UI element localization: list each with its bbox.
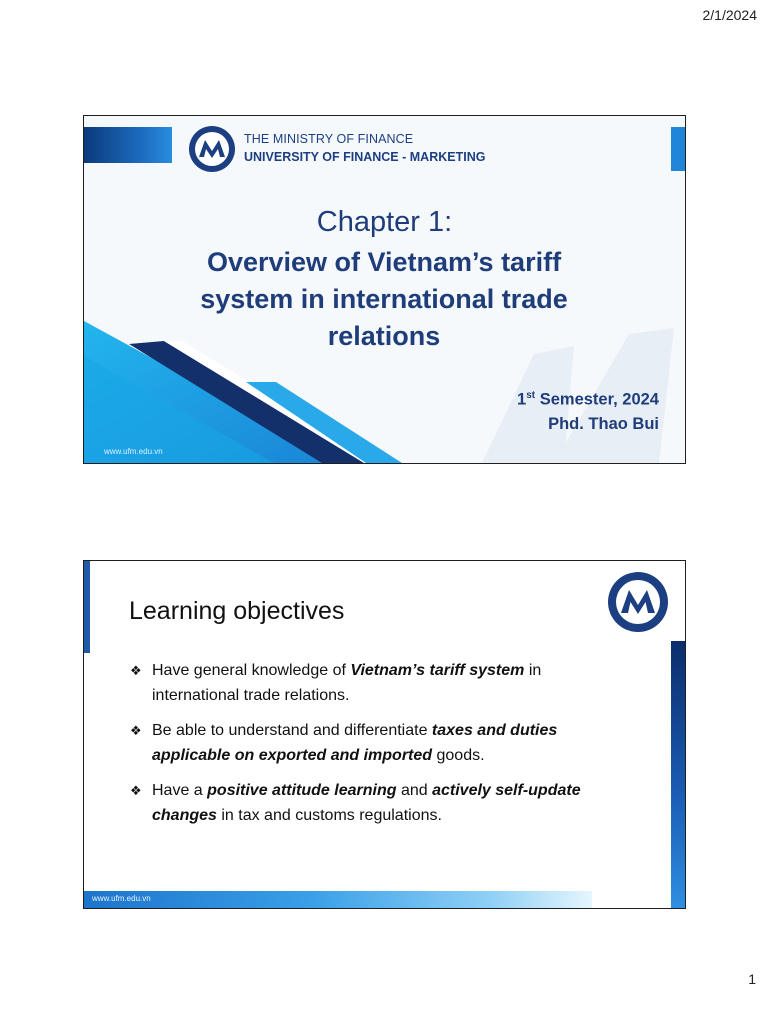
top-left-accent-bar: [84, 127, 172, 163]
list-item: [129, 778, 609, 828]
top-right-accent-bar: [671, 127, 685, 171]
diamond-bullet-icon: ❖: [130, 723, 142, 738]
ufm-logo-icon: [188, 125, 236, 173]
semester-label: [517, 390, 659, 410]
bullet-text: in international trade relations.: [152, 662, 542, 704]
bullet-text: Be able to understand and differentiate: [152, 722, 432, 739]
university-name: UNIVERSITY OF FINANCE - MARKETING: [244, 150, 486, 164]
ministry-name: THE MINISTRY OF FINANCE: [244, 132, 414, 146]
website-url: www.ufm.edu.vn: [104, 447, 163, 456]
bullet-text: Have a: [152, 782, 208, 799]
bullet-text: and: [396, 782, 433, 799]
semester-number: 1: [517, 390, 527, 409]
diamond-bullet-icon: ❖: [130, 783, 142, 798]
list-item: [129, 658, 609, 708]
chapter-label: Chapter 1:: [316, 206, 453, 238]
bullet-text: in tax and customs regulations.: [216, 807, 442, 824]
page-date: 2/1/2024: [702, 7, 757, 23]
list-item: [129, 718, 609, 768]
objectives-list: [129, 658, 609, 838]
ufm-logo-icon: [607, 571, 669, 633]
chapter-title: Overview of Vietnam’s tariff system in international trade relations: [200, 247, 568, 351]
bullet-text: Have general knowledge of: [152, 662, 351, 679]
website-url: www.ufm.edu.vn: [92, 894, 151, 903]
semester-superscript: st: [526, 390, 536, 401]
page-number: 1: [748, 971, 756, 987]
title-slide: [83, 115, 686, 464]
diamond-bullet-icon: ❖: [130, 663, 142, 678]
bullet-emphasis: actively self-update changes: [152, 782, 581, 824]
slide-heading: Learning objectives: [129, 597, 345, 625]
semester-text: Semester, 2024: [535, 390, 659, 409]
bullet-text: goods.: [432, 747, 485, 764]
bottom-accent-bar: [84, 891, 592, 908]
right-accent-bar: [671, 641, 685, 908]
author-name: Phd. Thao Bui: [548, 415, 659, 433]
objectives-slide: [83, 560, 686, 909]
bullet-emphasis: Vietnam’s tariff system: [350, 662, 525, 679]
left-accent-bar: [84, 561, 90, 653]
bullet-emphasis: taxes and duties applicable on exported and imported: [152, 722, 558, 764]
bullet-emphasis: positive attitude learning: [207, 782, 397, 799]
